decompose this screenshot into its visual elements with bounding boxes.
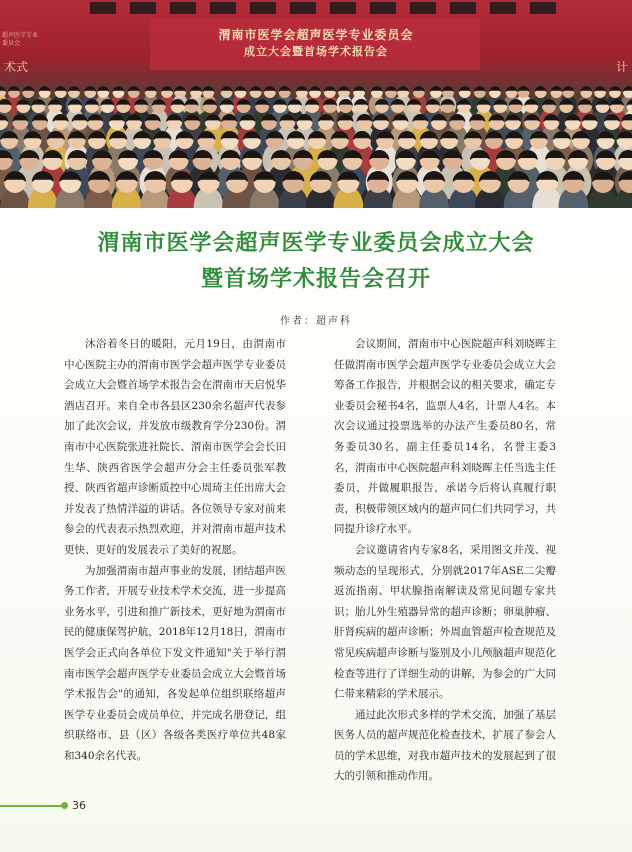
paragraph: 为加强渭南市超声事业的发展，团结超声医务工作者，开展专业技术学术交流，进一步提高业务水平，引进和推广新技术，更好地为渭南市民的健康保驾护航，2018年12月18日，渭南市医学会正式向各单位下发文件通知"关于举行渭南市医学会超声医学专业委员会成立大会暨首场学术报告会"的通知，各发起单位组织联络超声医学专业委员会成员单位，并完成名册登记，组织联络市、县（区）各级各类医疗单位共48家和340余名代表。 [64,564,286,762]
right-column [334,334,556,787]
page-number: 36 [72,799,86,812]
footer-rule [0,805,62,807]
banner-title-line2: 成立大会暨首场学术报告会 [244,45,388,58]
paragraph: 会议期间，渭南市中心医院超声科刘晓晖主任做渭南市医学会超声医学专业委员会成立大会筹备工作报告，并根据会议的相关要求，确定专业委员会秘书4名，监票人4名，计票人4名。本次会议通过投票选举的办法产生委员80名，常务委员30名，副主任委员14名，名誉主委3名，渭南市中心医院超声科刘晓晖主任当选主任委员，并做履职报告，承诺今后将认真履行职责，积极带领区域内的超声同仁们共同学习，共同提升诊疗水平。 [334,338,556,536]
group-photo [0,0,632,208]
article-title-line1: 渭南市医学会超声医学专业委员会成立大会 [97,230,535,256]
left-side-text: 术式 [4,60,29,74]
paragraph: 会议邀请省内专家8名，采用图文并茂、视频动态的呈现形式，分别就2017年ASE二尖瓣返流指南、甲状腺指南解读及常见问题专家共识；胎儿外生殖器异常的超声诊断；卵巢肿瘤、肝肾疾病的超声诊断；外周血管超声检查规范及常见疾病超声诊断与鉴别及小儿颅脑超声规范化检查等进行了详细生动的讲解，为参会的广大同仁带来精彩的学术展示。 [334,543,556,701]
paragraph: 通过此次形式多样的学术交流，加强了基层医务人员的超声规范化检查技术，扩展了参会人员的学术思维，对我市超声技术的发展起到了很大的引领和推动作用。 [334,708,556,783]
right-side-text: 计 [615,60,628,74]
paragraph: 沐浴着冬日的暖阳，元月19日，由渭南市中心医院主办的渭南市医学会超声医学专业委员会成立大会暨首场学术报告会在渭南市天启悦华酒店召开。来自全市各县区230余名超声代表参加了此次会议，并发放市级教育学分230份。渭南市中心医院张进社院长、渭南市医学会会长田生华、陕西省医学会超声分会主任委员张军教授、陕西省超声诊断质控中心周琦主任出席大会并发表了热情洋溢的讲话。各位领导专家对前来参会的代表表示热烈欢迎，并对渭南市超声技术更快、更好的发展表示了美好的祝愿。 [64,338,286,556]
article-title-line2: 暨首场学术报告会召开 [200,266,431,292]
left-side-small-text: 超声医学专业委员会 [2,32,39,47]
footer-dot [61,802,68,809]
article-author: 作者：超声科 [280,316,352,327]
left-column [64,334,286,766]
banner-title-line1: 渭南市医学会超声医学专业委员会 [218,28,414,42]
